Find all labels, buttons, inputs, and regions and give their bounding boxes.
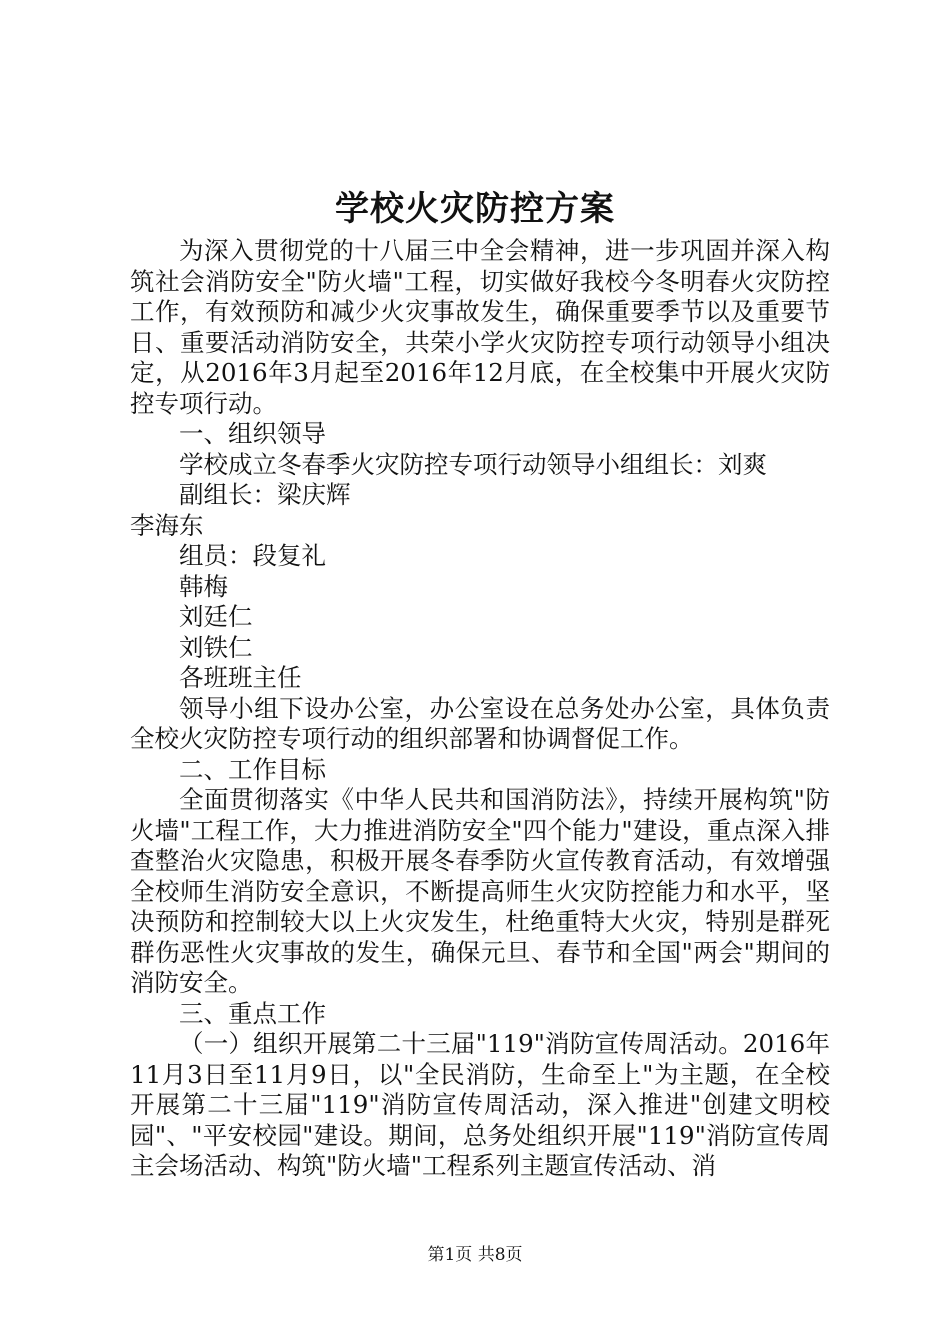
leader-line: 学校成立冬春季火灾防控专项行动领导小组组长：刘爽 bbox=[179, 449, 767, 479]
deputy-leader-name: 李海东 bbox=[130, 510, 204, 540]
member-name: 刘铁仁 bbox=[179, 632, 253, 662]
office-paragraph: 领导小组下设办公室，办公室设在总务处办公室，具体负责全校火灾防控专项行动的组织部署和协调督促工作。 bbox=[130, 693, 830, 753]
member-name: 刘廷仁 bbox=[179, 602, 253, 631]
document-title: 学校火灾防控方案 bbox=[335, 189, 615, 229]
members-line: 组员：段复礼 bbox=[179, 541, 326, 570]
section-heading-key-work: 三、重点工作 bbox=[179, 998, 326, 1028]
member-name: 韩梅 bbox=[179, 571, 228, 601]
document-body bbox=[130, 236, 830, 1182]
key-work-paragraph: （一）组织开展第二十三届"119"消防宣传周活动。2016年11月3日至11月9日，以"全民消防，生命至上"为主题，在全校开展第二十三届"119"消防宣传周活动，深入推进"创建文明校园"、"平安校园"建设。期间，总务处组织开展"119"消防宣传周主会场活动、构筑"防火墙"工程系列主题宣传活动、消 bbox=[130, 1029, 830, 1180]
intro-paragraph: 为深入贯彻党的十八届三中全会精神，进一步巩固并深入构筑社会消防安全"防火墙"工程，切实做好我校今冬明春火灾防控工作，有效预防和减少火灾事故发生，确保重要季节以及重要节日、重要活动消防安全，共荣小学火灾防控专项行动领导小组决定，从2016年3月起至2016年12月底，在全校集中开展火灾防控专项行动。 bbox=[130, 236, 830, 418]
deputy-leader-line: 副组长：梁庆辉 bbox=[179, 480, 351, 509]
section-heading-goals: 二、工作目标 bbox=[179, 754, 326, 784]
page-number-footer: 第1页 共8页 bbox=[427, 1245, 523, 1265]
section-heading-organization: 一、组织领导 bbox=[179, 419, 326, 448]
member-name: 各班班主任 bbox=[179, 663, 302, 692]
goals-paragraph: 全面贯彻落实《中华人民共和国消防法》，持续开展构筑"防火墙"工程工作，大力推进消防安全"四个能力"建设，重点深入排查整治火灾隐患，积极开展冬春季防火宣传教育活动，有效增强全校师生消防安全意识，不断提高师生火灾防控能力和水平，坚决预防和控制较大以上火灾发生，杜绝重特大火灾，特别是群死群伤恶性火灾事故的发生，确保元旦、春节和全国"两会"期间的消防安全。 bbox=[130, 785, 830, 997]
